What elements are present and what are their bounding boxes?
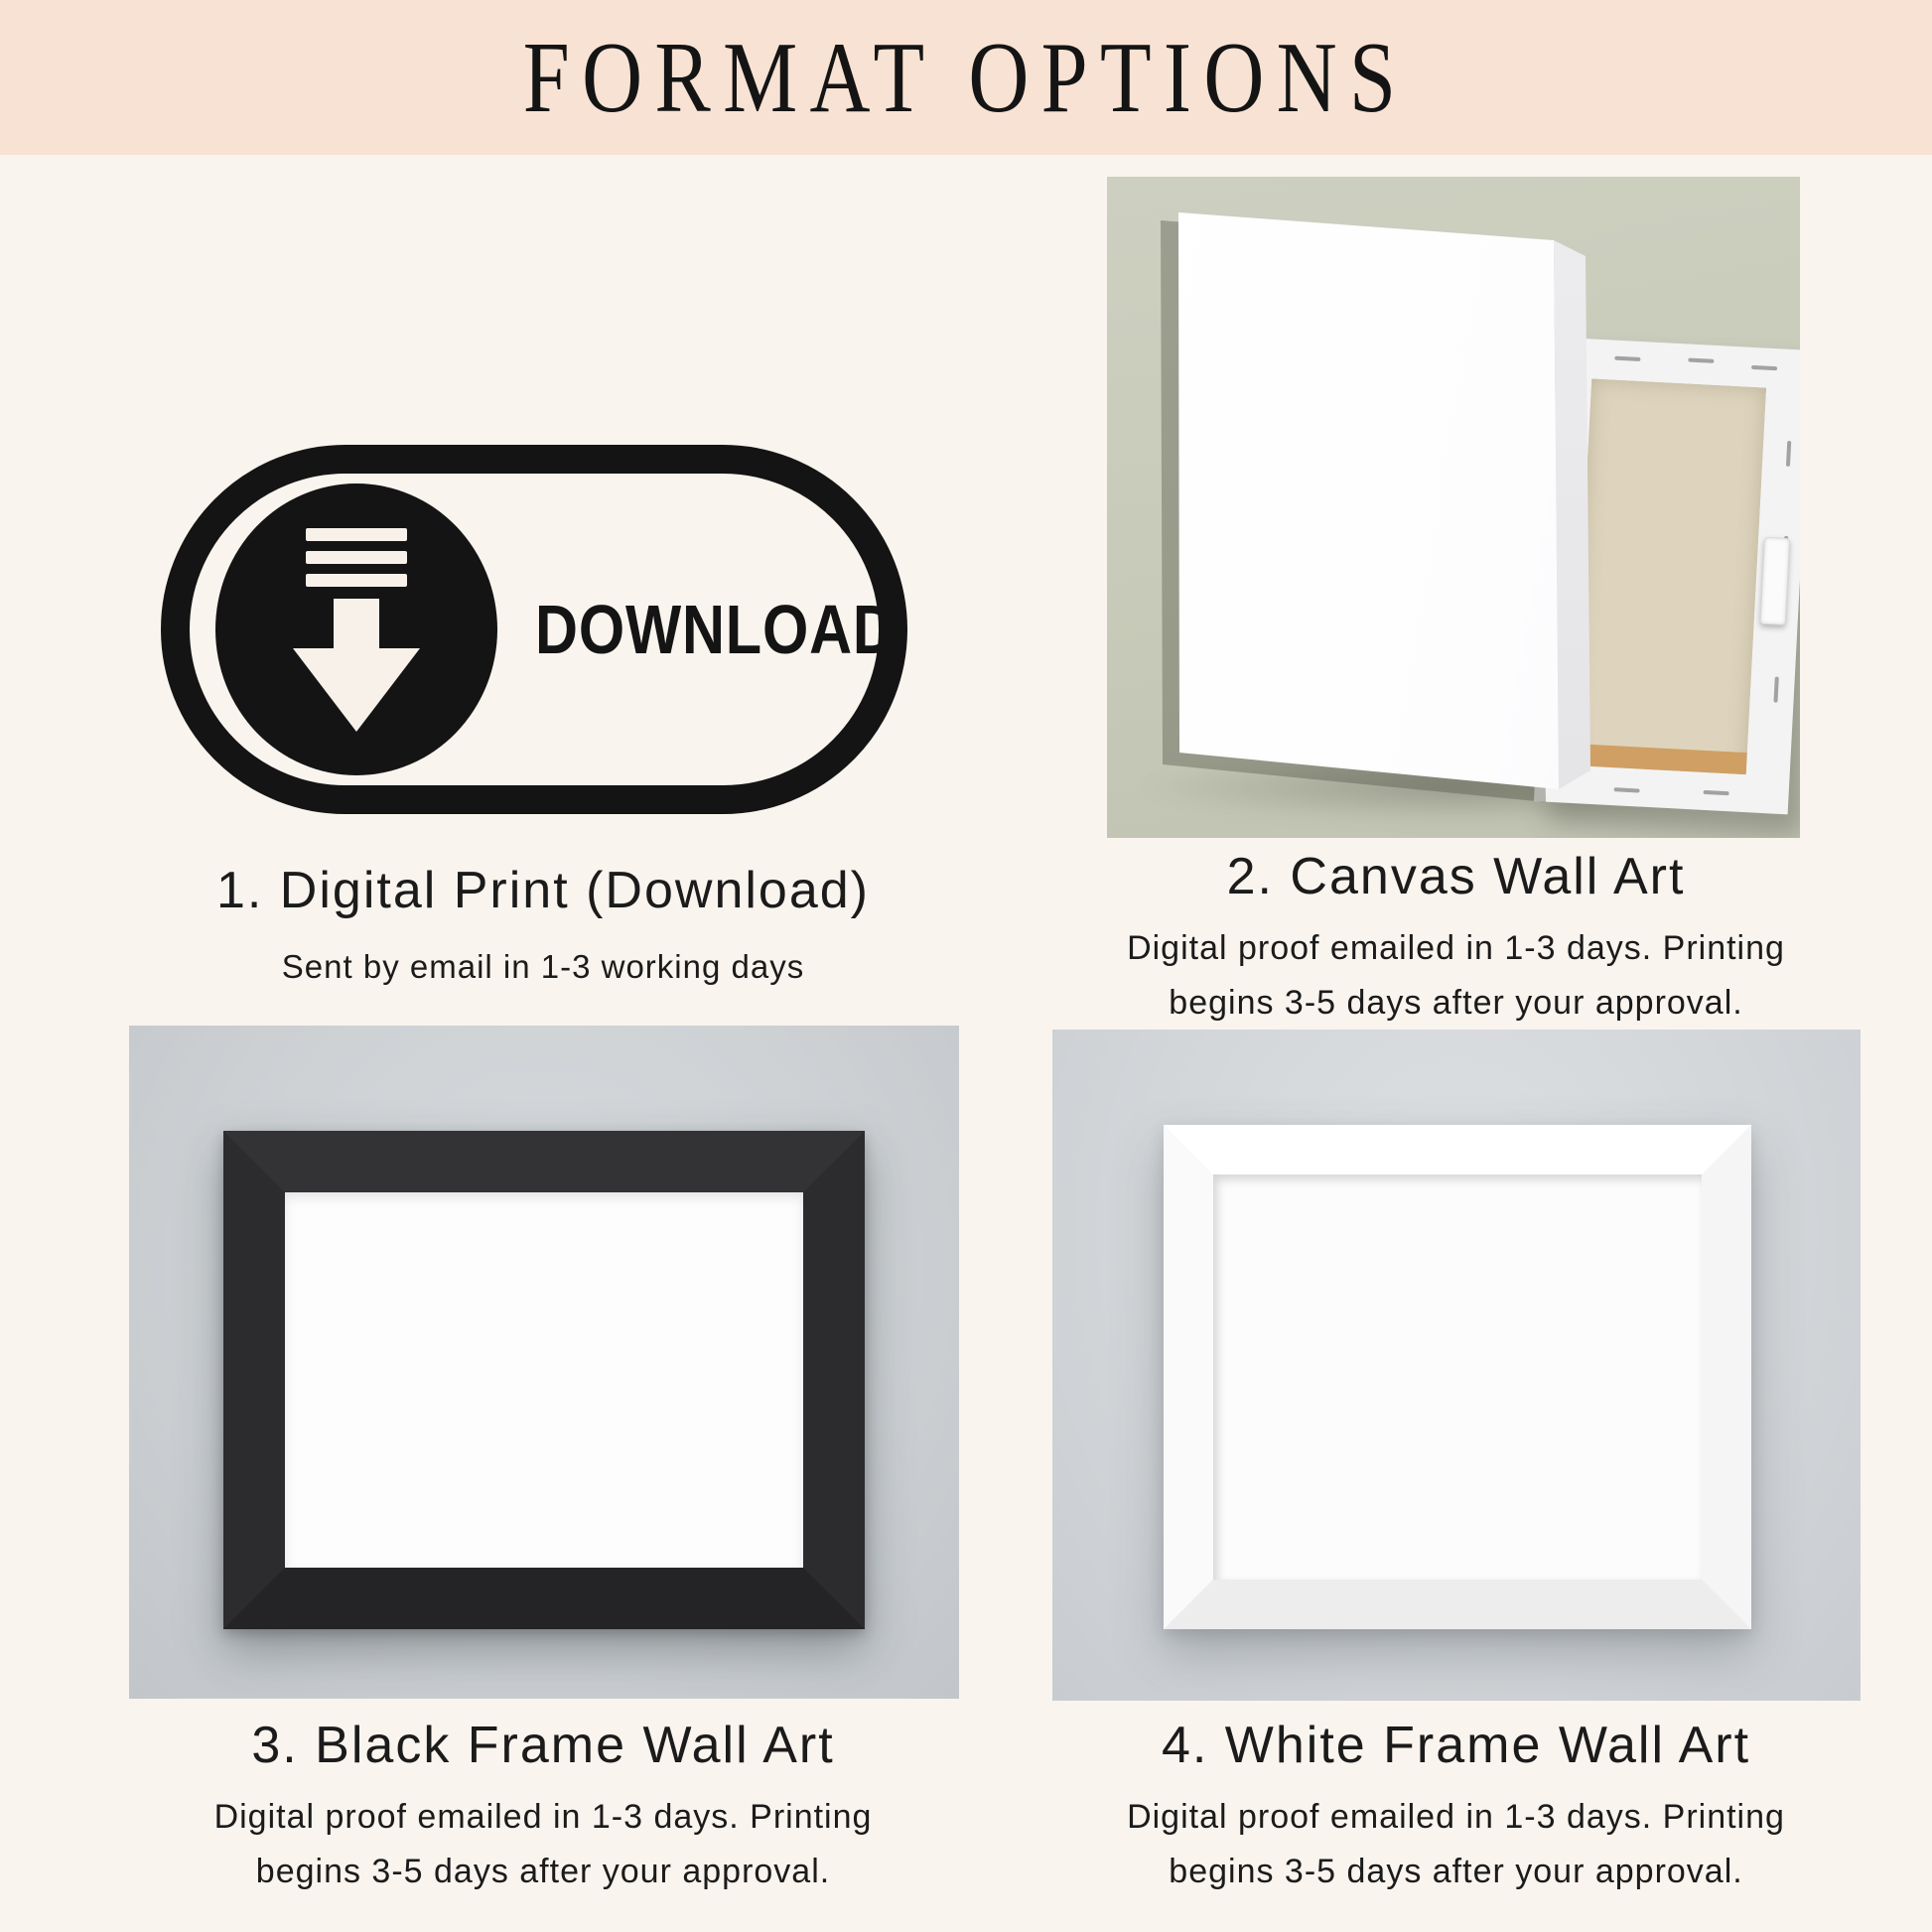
option-3-title: 3. Black Frame Wall Art	[251, 1717, 835, 1774]
canvas-wall-art-photo	[1107, 177, 1800, 838]
download-label: DOWNLOAD	[535, 591, 897, 668]
page-title: FORMAT OPTIONS	[523, 20, 1409, 134]
description-line: begins 3-5 days after your approval.	[1169, 984, 1743, 1023]
option-4-caption	[1003, 1715, 1909, 1899]
option-1-caption	[57, 860, 1030, 994]
white-frame-wall-art-photo	[1052, 1030, 1861, 1701]
description-line: begins 3-5 days after your approval.	[255, 1853, 831, 1891]
white-frame	[1164, 1125, 1751, 1629]
black-frame-blank-print	[285, 1192, 803, 1568]
download-icon	[215, 483, 497, 775]
staple-mark	[1751, 365, 1777, 370]
download-icon-arrow-head	[293, 648, 420, 732]
download-icon-bar	[306, 574, 407, 587]
option-2-caption	[1003, 846, 1909, 1031]
description-line: Digital proof emailed in 1-3 days. Printing	[213, 1798, 873, 1837]
description-line: Digital proof emailed in 1-3 days. Printing	[1127, 1798, 1785, 1837]
canvas-back-fabric	[1572, 378, 1766, 774]
staple-mark	[1688, 358, 1714, 363]
option-3-description	[57, 1790, 1030, 1899]
staple-mark	[1773, 677, 1778, 703]
staple-mark	[1614, 787, 1640, 792]
black-frame-wall-art-photo	[129, 1026, 959, 1699]
download-icon-arrow-stem	[334, 599, 379, 648]
option-4-title: 4. White Frame Wall Art	[1161, 1717, 1751, 1774]
option-4-description	[1003, 1790, 1909, 1899]
download-icon-bar	[306, 528, 407, 541]
download-button[interactable]	[161, 445, 907, 814]
option-2-title: 2. Canvas Wall Art	[1226, 848, 1686, 905]
option-3-caption	[57, 1715, 1030, 1899]
canvas-hanger-bracket	[1760, 537, 1791, 625]
option-2-description	[1003, 921, 1909, 1031]
option-1-title: 1. Digital Print (Download)	[215, 862, 871, 919]
staple-mark	[1786, 441, 1791, 467]
staple-mark	[1614, 356, 1640, 361]
description-line: Digital proof emailed in 1-3 days. Printing	[1127, 929, 1785, 968]
title-banner	[0, 0, 1932, 155]
option-1-description	[57, 939, 1030, 994]
description-line: begins 3-5 days after your approval.	[1169, 1853, 1743, 1891]
white-frame-blank-print	[1213, 1174, 1702, 1580]
download-icon-bar	[306, 551, 407, 564]
staple-mark	[1704, 790, 1729, 795]
black-frame	[223, 1131, 865, 1629]
description-line: Sent by email in 1-3 working days	[281, 948, 805, 986]
